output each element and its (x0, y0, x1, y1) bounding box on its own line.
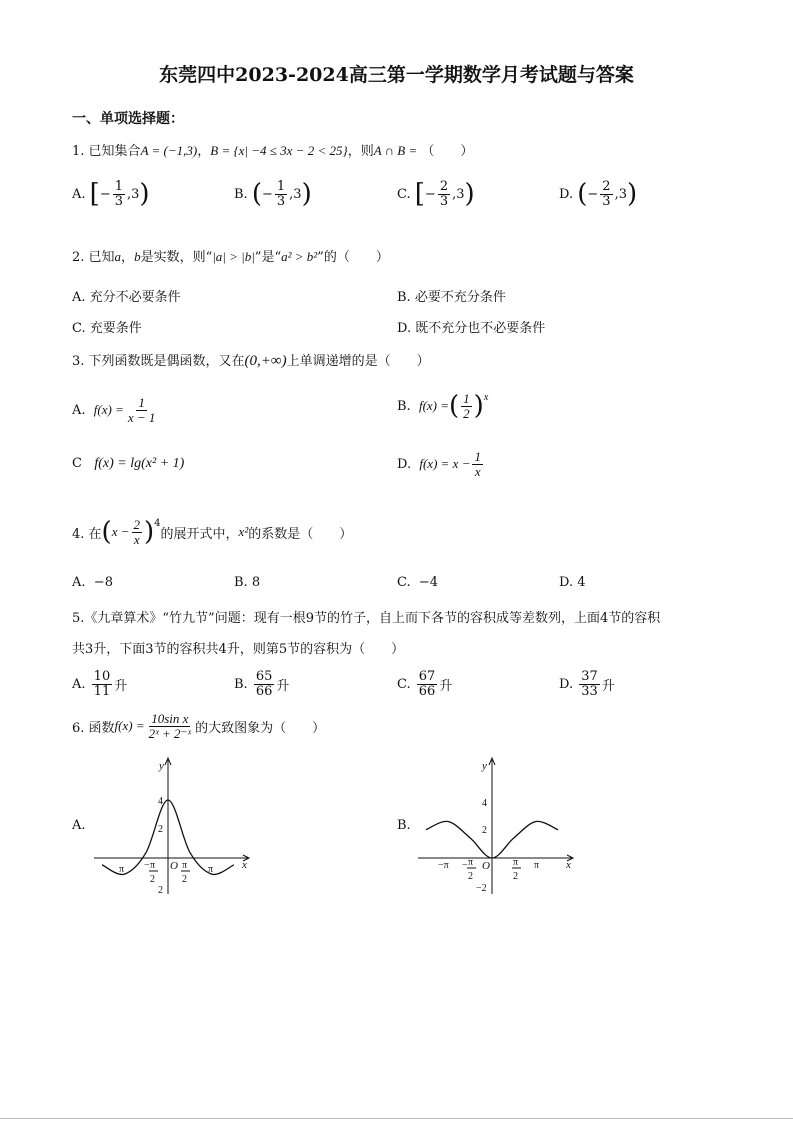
option-text: 必要不充分条件 (414, 290, 506, 305)
q1-option-d (559, 180, 637, 208)
q5-line-2: 共3升，下面3节的容积共4升，则第5节的容积为（ ） (72, 642, 405, 657)
question-1 (72, 140, 473, 159)
denominator: 33 (581, 683, 598, 699)
option-label: D. (559, 676, 574, 692)
q4-base: x − (111, 524, 130, 540)
tick-neg2: 2 (158, 885, 163, 896)
q4-option-c (397, 575, 438, 590)
exponent: 4 (154, 518, 161, 529)
q1-set-b: B = {x| −4 ≤ 3x − 2 < 25} (210, 143, 348, 158)
q1-option-c (397, 180, 475, 208)
right-bracket: ) (626, 179, 638, 210)
q6-text-b: 的大致图象为（ ） (195, 720, 326, 736)
denominator: 3 (439, 193, 449, 209)
q1-option-a (72, 180, 150, 208)
numerator: 65 (255, 669, 273, 684)
page-bottom-divider (0, 1118, 793, 1119)
denominator: 66 (255, 683, 273, 699)
option-text: 既不充分也不必要条件 (415, 321, 546, 336)
right-bracket: ) (139, 179, 150, 210)
q4-option-d (559, 575, 586, 590)
q2-sep: ， (121, 250, 135, 265)
numerator: 1 (114, 179, 124, 194)
q2-option-b (397, 286, 506, 305)
option-label: D. (559, 575, 574, 590)
fraction (92, 670, 113, 698)
q6-text-a: 6. 函数 (72, 720, 115, 736)
q1-set-a: A = (−1,3) (140, 143, 198, 158)
graph-a (92, 756, 254, 898)
option-label: A. (72, 402, 86, 418)
option-text: −8 (93, 575, 113, 590)
tick-4: 4 (158, 796, 163, 807)
left-bracket: [ (89, 179, 100, 210)
fraction (147, 712, 193, 740)
unit: 升 (601, 678, 615, 694)
numerator: 1 (463, 391, 470, 406)
tick-2: 2 (482, 825, 487, 836)
left-bracket: ( (577, 179, 588, 210)
q3-option-d (397, 450, 485, 478)
q5-option-d (559, 670, 615, 698)
q4-text-b: 的展开式中， (160, 526, 239, 542)
fraction (579, 670, 600, 698)
tick-neg-pi: −π (438, 860, 449, 871)
numerator: 37 (581, 669, 598, 684)
half-pi-den-right: 2 (182, 874, 187, 885)
q3-option-c (72, 456, 184, 472)
option-text: −4 (418, 575, 439, 590)
denominator: 3 (276, 193, 286, 209)
sign: − (261, 186, 273, 202)
y-label: y (482, 760, 487, 772)
numerator: 2 (133, 517, 140, 532)
page-title: 东莞四中2023-2024高三第一学期数学月考试题与答案 (159, 64, 634, 86)
q2-text-d: ”的（ ） (317, 250, 389, 265)
tick-2: 2 (158, 824, 163, 835)
numerator: 67 (418, 669, 436, 684)
denominator: 11 (93, 683, 111, 699)
option-label: C. (397, 575, 411, 590)
q4-text-c: 的系数是（ ） (248, 526, 353, 542)
q2-condition-1: |a| > |b| (212, 249, 255, 264)
denominator: 66 (418, 683, 436, 699)
option-label: C. (397, 676, 411, 692)
option-label: A. (72, 186, 86, 202)
tick-pi-left: π (119, 864, 125, 875)
q1-comma: ， (197, 144, 211, 159)
denominator: x − 1 (127, 409, 156, 425)
q2-text-b: 是实数，则“ (140, 250, 213, 265)
option-text: 8 (251, 575, 261, 590)
question-4: 4. 在 ( x − $\frac{2}{x}$ ) $^4$ 的展开式中， x² 的系数是（ ） (72, 517, 353, 548)
option-text: 充分不必要条件 (89, 290, 181, 305)
denominator: 2 (463, 405, 470, 421)
option-label: C. (397, 186, 411, 202)
option-label: B. (234, 186, 248, 202)
lhs: f(x) = (93, 402, 124, 418)
tick-pi-right: π (208, 864, 214, 875)
denominator: 3 (602, 193, 611, 209)
numerator: 10sin x (151, 711, 189, 726)
q4-option-b (234, 575, 260, 590)
sign: − (99, 186, 111, 202)
option-label: B. (234, 575, 248, 590)
numerator: 2 (602, 179, 611, 194)
q3-text-b: 上单调递增的是（ ） (286, 354, 430, 369)
q5-line-1: 5.《九章算术》“竹九节”问题：现有一根9节的竹子，自上而下各节的容积成等差数列，上面4节的容积 (72, 611, 661, 626)
option-label: A. (72, 676, 86, 692)
q3-option-b: B. f(x) = ( $\frac{1}{2}$ ) $^x$ (397, 391, 489, 422)
option-label: D. (397, 456, 412, 472)
half-pi-num-right: π (182, 860, 188, 871)
var-b: b (134, 249, 141, 264)
graph-a-label: A. (72, 818, 86, 833)
graph-b (416, 756, 578, 898)
fraction (417, 670, 438, 698)
q1-then: ，则 (347, 144, 374, 159)
half-pi-num-right: π (513, 857, 519, 868)
right-bracket: ) (464, 179, 475, 210)
q4-term: x² (238, 524, 249, 540)
q3-interval: (0,+∞) (244, 353, 287, 369)
sign: − (587, 186, 599, 202)
q5-option-a (72, 670, 127, 698)
numerator: 1 (138, 395, 145, 410)
numerator: 1 (276, 179, 286, 194)
q2-condition-2: a² > b² (281, 249, 318, 264)
q2-text-c: ”是“ (254, 250, 282, 265)
q5-option-c (397, 670, 452, 698)
q1-expression: A ∩ B = (373, 143, 418, 158)
option-label: B. (397, 398, 411, 414)
expression: f(x) = lg(x² + 1) (94, 456, 185, 471)
tail: ,3 (452, 186, 465, 202)
fraction (600, 180, 612, 208)
half-pi-num-left: π (150, 860, 156, 871)
question-6 (72, 712, 325, 740)
origin: O (482, 860, 490, 872)
half-pi-den-right: 2 (513, 871, 518, 882)
exponent: x (483, 392, 489, 403)
left-bracket: [ (414, 179, 425, 210)
tick-pi-right: π (534, 860, 540, 871)
denominator: x (474, 463, 481, 479)
fraction (132, 518, 143, 546)
numerator: 2 (439, 179, 449, 194)
var-a: a (114, 249, 122, 264)
fraction (126, 396, 158, 424)
question-2 (72, 246, 389, 265)
x-label: x (242, 859, 247, 871)
q1-number: 1. (72, 144, 85, 159)
right-bracket: ) (301, 179, 312, 210)
option-label: B. (234, 676, 248, 692)
q1-answer-paren: （ ） (421, 144, 474, 159)
q1-prefix: 已知集合 (88, 144, 141, 159)
option-label: B. (397, 290, 411, 305)
neg-sign: − (144, 860, 150, 871)
tail: ,3 (614, 186, 627, 202)
section-heading: 一、单项选择题： (72, 111, 184, 127)
option-label: C. (72, 321, 86, 336)
tick-neg2: −2 (476, 883, 487, 894)
fraction (461, 392, 472, 420)
q4-option-a (72, 575, 113, 590)
half-pi-den-left: 2 (468, 871, 473, 882)
denominator: 3 (114, 193, 124, 209)
graph-b-label: B. (397, 818, 411, 833)
option-label: D. (559, 186, 574, 202)
option-label: D. (397, 321, 412, 336)
left-bracket: ( (251, 179, 262, 210)
y-label: y (159, 760, 164, 772)
option-label: A. (72, 290, 86, 305)
q1-option-b (234, 180, 312, 208)
sign: − (424, 186, 436, 202)
q3-text-a: 3. 下列函数既是偶函数，又在 (72, 354, 245, 369)
fraction (254, 670, 275, 698)
q3-option-a (72, 396, 159, 424)
q2-option-c (72, 317, 142, 336)
unit: 升 (276, 678, 290, 694)
fraction (275, 180, 287, 208)
neg-sign: − (462, 860, 468, 871)
option-text: 4 (577, 575, 586, 590)
fraction (438, 180, 450, 208)
half-pi-num-left: π (468, 857, 474, 868)
option-label: C (72, 456, 82, 471)
origin: O (170, 860, 178, 872)
option-text: 充要条件 (89, 321, 142, 336)
lhs: f(x) = x − (419, 456, 471, 472)
tail: ,3 (289, 186, 302, 202)
unit: 升 (439, 678, 453, 694)
q5-option-b (234, 670, 289, 698)
tick-4: 4 (482, 798, 487, 809)
unit: 升 (114, 678, 128, 694)
fraction (472, 450, 483, 478)
lhs: f(x) = (418, 398, 450, 414)
question-3 (72, 350, 430, 370)
tail: ,3 (127, 186, 140, 202)
q4-text-a: 4. 在 (72, 526, 102, 542)
denominator: 2ˣ + 2⁻ˣ (148, 725, 192, 741)
q2-text-a: 2. 已知 (72, 250, 115, 265)
numerator: 10 (93, 669, 111, 684)
q2-option-a (72, 286, 181, 305)
lhs: f(x) = (114, 718, 145, 734)
half-pi-den-left: 2 (150, 874, 155, 885)
numerator: 1 (474, 449, 481, 464)
option-label: A. (72, 575, 86, 590)
denominator: x (133, 531, 140, 547)
fraction (113, 180, 125, 208)
q2-option-d (397, 317, 545, 336)
x-label: x (566, 859, 571, 871)
